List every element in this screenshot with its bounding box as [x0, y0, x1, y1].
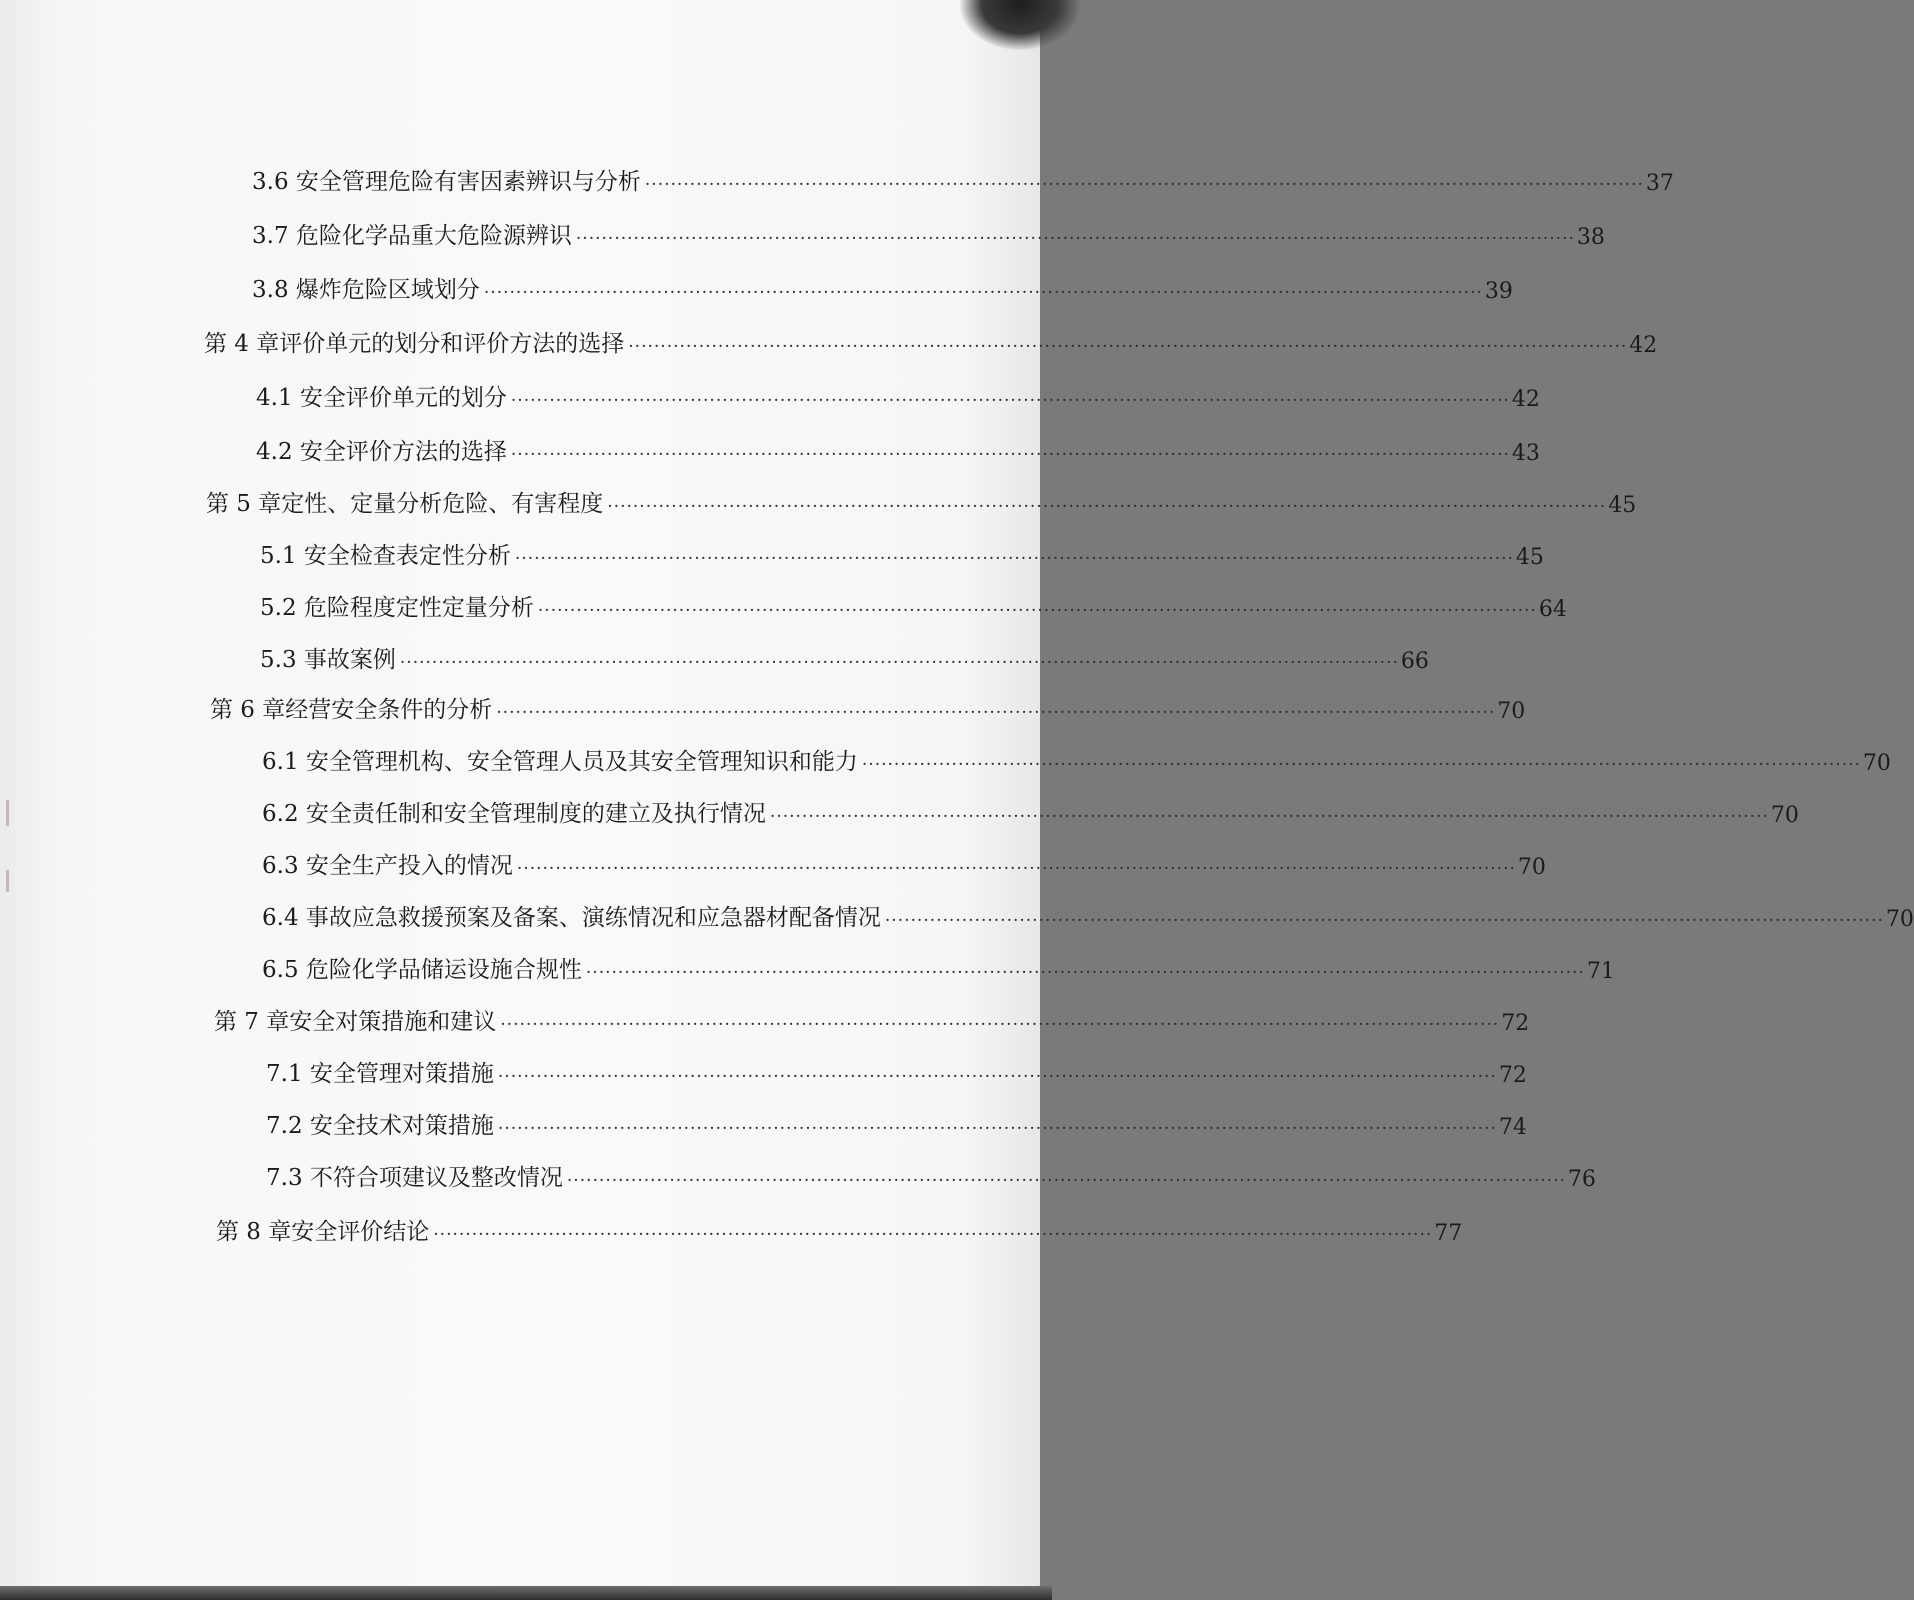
toc-entry-5-3[interactable]	[260, 640, 1429, 674]
toc-leader-dots: ............................................................................................................................................................	[585, 958, 1585, 978]
toc-leader-dots: ............................................................................................................................................................	[566, 1166, 1566, 1186]
toc-entry-title: 第 4 章评价单元的划分和评价方法的选择	[204, 331, 625, 357]
toc-entry-title: 7.2 安全技术对策措施	[266, 1113, 494, 1139]
toc-entry-page: 74	[1498, 1115, 1527, 1140]
toc-leader-dots: ............................................................................................................................................................	[500, 1010, 1500, 1030]
toc-leader-dots: ............................................................................................................................................................	[399, 648, 1399, 668]
toc-entry-page: 72	[1498, 1063, 1527, 1088]
toc-entry-title: 5.2 危险程度定性定量分析	[260, 595, 534, 621]
toc-leader-dots: ............................................................................................................................................................	[497, 1114, 1497, 1134]
toc-entry-3-7[interactable]	[252, 216, 1605, 250]
toc-entry-title: 第 5 章定性、定量分析危险、有害程度	[206, 491, 604, 517]
toc-entry-page: 70	[1885, 907, 1914, 932]
toc-chapter-4[interactable]	[204, 324, 1658, 358]
toc-entry-7-3[interactable]	[266, 1158, 1596, 1192]
toc-entry-title: 3.6 安全管理危险有害因素辨识与分析	[252, 169, 641, 195]
toc-entry-page: 45	[1515, 545, 1544, 570]
toc-entry-title: 5.1 安全检查表定性分析	[260, 543, 511, 569]
toc-entry-6-5[interactable]	[262, 950, 1615, 984]
toc-entry-6-1[interactable]	[262, 742, 1891, 776]
toc-chapter-7[interactable]	[214, 1002, 1530, 1036]
toc-entry-page: 37	[1645, 171, 1674, 196]
toc-entry-title: 7.3 不符合项建议及整改情况	[266, 1165, 563, 1191]
toc-entry-4-1[interactable]	[256, 378, 1540, 412]
toc-chapter-8[interactable]	[216, 1212, 1463, 1246]
toc-entry-4-2[interactable]	[256, 432, 1540, 466]
toc-entry-title: 4.2 安全评价方法的选择	[256, 439, 507, 465]
toc-entry-6-2[interactable]	[262, 794, 1799, 828]
toc-leader-dots: ............................................................................................................................................................	[510, 386, 1510, 406]
toc-entry-page: 42	[1629, 333, 1658, 358]
toc-entry-title: 7.1 安全管理对策措施	[266, 1061, 494, 1087]
toc-entry-page: 70	[1497, 699, 1526, 724]
toc-entry-title: 6.5 危险化学品储运设施合规性	[262, 957, 582, 983]
toc-leader-dots: ............................................................................................................................................................	[607, 492, 1607, 512]
toc-chapter-5[interactable]	[206, 484, 1637, 518]
toc-leader-dots: ............................................................................................................................................................	[861, 750, 1861, 770]
toc-entry-page: 71	[1586, 959, 1615, 984]
toc-entry-7-1[interactable]	[266, 1054, 1527, 1088]
toc-leader-dots: ............................................................................................................................................................	[628, 332, 1628, 352]
toc-leader-dots: ............................................................................................................................................................	[644, 170, 1644, 190]
toc-leader-dots: ............................................................................................................................................................	[516, 854, 1516, 874]
toc-entry-title: 4.1 安全评价单元的划分	[256, 385, 507, 411]
toc-entry-7-2[interactable]	[266, 1106, 1527, 1140]
toc-entry-page: 42	[1511, 387, 1540, 412]
toc-entry-page: 70	[1770, 803, 1799, 828]
toc-entry-page: 66	[1400, 649, 1429, 674]
toc-leader-dots: ............................................................................................................................................................	[884, 906, 1884, 926]
toc-entry-page: 39	[1484, 279, 1513, 304]
toc-chapter-6[interactable]	[210, 690, 1526, 724]
toc-leader-dots: ............................................................................................................................................................	[537, 596, 1537, 616]
toc-entry-title: 6.2 安全责任制和安全管理制度的建立及执行情况	[262, 801, 766, 827]
toc-entry-page: 76	[1567, 1167, 1596, 1192]
toc-entry-page: 70	[1517, 855, 1546, 880]
toc-entry-title: 第 6 章经营安全条件的分析	[210, 697, 493, 723]
toc-entry-6-3[interactable]	[262, 846, 1546, 880]
toc-leader-dots: ............................................................................................................................................................	[496, 698, 1496, 718]
toc-leader-dots: ............................................................................................................................................................	[514, 544, 1514, 564]
toc-entry-3-6[interactable]	[252, 162, 1674, 196]
toc-entry-5-1[interactable]	[260, 536, 1544, 570]
toc-leader-dots: ............................................................................................................................................................	[510, 440, 1510, 460]
toc-leader-dots: ............................................................................................................................................................	[483, 278, 1483, 298]
toc-entry-5-2[interactable]	[260, 588, 1567, 622]
toc-entry-title: 6.4 事故应急救援预案及备案、演练情况和应急器材配备情况	[262, 905, 881, 931]
toc-entry-title: 6.1 安全管理机构、安全管理人员及其安全管理知识和能力	[262, 749, 858, 775]
toc-entry-6-4[interactable]	[262, 898, 1914, 932]
toc-entry-page: 77	[1434, 1221, 1463, 1246]
toc-entry-title: 第 7 章安全对策措施和建议	[214, 1009, 497, 1035]
toc-entry-page: 38	[1576, 225, 1605, 250]
toc-entry-page: 43	[1511, 441, 1540, 466]
toc-entry-page: 45	[1608, 493, 1637, 518]
toc-entry-title: 5.3 事故案例	[260, 647, 396, 673]
toc-entry-title: 3.8 爆炸危险区域划分	[252, 277, 480, 303]
toc-entry-3-8[interactable]	[252, 270, 1513, 304]
toc-leader-dots: ............................................................................................................................................................	[433, 1220, 1433, 1240]
toc-leader-dots: ............................................................................................................................................................	[575, 224, 1575, 244]
toc-entry-title: 6.3 安全生产投入的情况	[262, 853, 513, 879]
toc-entry-title: 第 8 章安全评价结论	[216, 1219, 430, 1245]
toc-entry-page: 72	[1501, 1011, 1530, 1036]
page-bottom-edge	[0, 1586, 1052, 1600]
toc-entry-page: 64	[1538, 597, 1567, 622]
toc-entry-title: 3.7 危险化学品重大危险源辨识	[252, 223, 572, 249]
toc-entry-page: 70	[1862, 751, 1891, 776]
toc-leader-dots: ............................................................................................................................................................	[497, 1062, 1497, 1082]
toc-leader-dots: ............................................................................................................................................................	[769, 802, 1769, 822]
